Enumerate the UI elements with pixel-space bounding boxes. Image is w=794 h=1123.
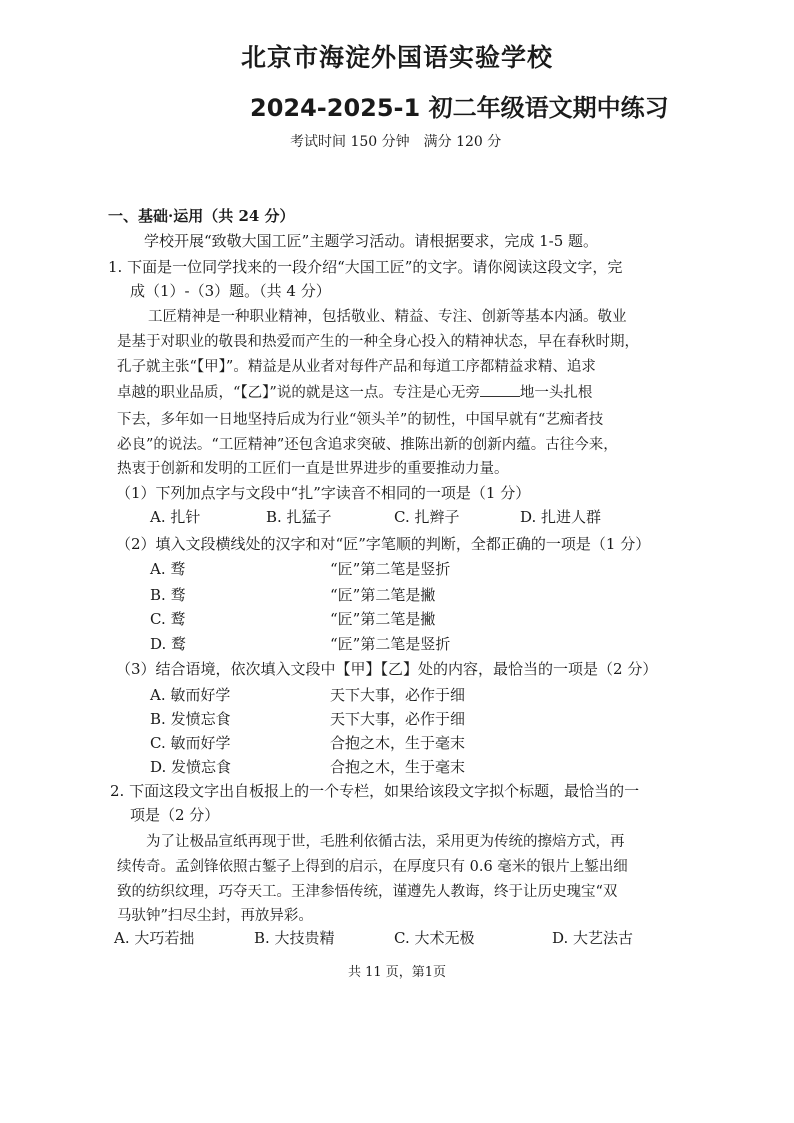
q2-option-a: A. 大巧若拙 (114, 929, 195, 947)
q1-passage-line: 孔子就主张“【甲】”。精益是从业者对每件产品和每道工序都精益求精、追求 (117, 359, 596, 375)
q1-sub2-option-c-judge: “匠”第二笔是撇 (330, 610, 436, 628)
q2-passage-line: 致的纺织纹理，巧夺天工。王津参悟传统，谨遵先人教诲，终于让历史瑰宝“双 (117, 884, 618, 900)
option-jia: 发愤忘食 (171, 758, 232, 776)
q1-sub3-option-a-yi: 天下大事，必作于细 (330, 686, 466, 704)
q1-passage-line (117, 381, 592, 402)
q1-sub3-option-d (150, 756, 231, 777)
exam-title: 2024-2025-1 初二年级语文期中练习 (250, 94, 669, 122)
option-letter: D. (150, 758, 167, 776)
q2-option-b: B. 大技贵精 (254, 929, 335, 947)
q1-passage-line: 热衷于创新和发明的工匠们一直是世界进步的重要推动力量。 (117, 461, 509, 477)
q2-stem-line1: 2. 下面这段文字出自板报上的一个专栏，如果给该段文字拟个标题，最恰当的一 (110, 782, 640, 800)
option-letter: A. (150, 560, 166, 578)
q1-sub1-option-b: B. 扎猛子 (266, 508, 332, 526)
q1-sub3-stem: （3）结合语境，依次填入文段中【甲】【乙】处的内容，最恰当的一项是（2 分） (116, 660, 658, 678)
q2-option-d: D. 大艺法古 (552, 929, 634, 947)
option-char: 鹜 (171, 635, 187, 653)
q1-sub3-option-c-yi: 合抱之木，生于毫末 (330, 734, 466, 752)
option-char: 骛 (170, 560, 186, 578)
exam-info: 考试时间 150 分钟 满分 120 分 (290, 134, 502, 150)
option-letter: C. (150, 610, 166, 628)
q1-stem-line1: 1. 下面是一位同学找来的一段介绍“大国工匠”的文字。请你阅读这段文字，完 (108, 258, 623, 276)
q1-sub3-option-b (150, 708, 231, 729)
fill-blank (480, 382, 520, 397)
q1-sub2-option-a-judge: “匠”第二笔是竖折 (330, 560, 451, 578)
q1-passage-line: 必良”的说法。“工匠精神”还包含追求突破、推陈出新的创新内蕴。古往今来， (117, 437, 618, 453)
q1-stem-line2: 成（1）-（3）题。（共 4 分） (130, 282, 331, 300)
q1-passage-line: 工匠精神是一种职业精神，包括敬业、精益、专注、创新等基本内涵。敬业 (148, 309, 627, 325)
q1-sub3-option-c (150, 732, 231, 753)
q1-sub1-option-c: C. 扎辫子 (394, 508, 460, 526)
q2-passage-line: 续传奇。孟剑锋依照古錾子上得到的启示，在厚度只有 0.6 毫米的银片上錾出细 (117, 859, 628, 875)
q1-sub3-option-a (150, 684, 230, 705)
q1-passage-line: 下去，多年如一日地坚持后成为行业“领头羊”的韧性，中国早就有“艺痴者技 (117, 412, 604, 428)
school-title: 北京市海淀外国语实验学校 (240, 43, 553, 72)
option-jia: 敏而好学 (170, 734, 231, 752)
q1-sub1-option-a: A. 扎针 (150, 508, 201, 526)
q2-passage-line: 马驮钟”扫尽尘封，再放异彩。 (117, 908, 313, 924)
q1-sub2-option-d-judge: “匠”第二笔是竖折 (330, 635, 451, 653)
q1-sub2-option-c (150, 608, 186, 629)
q1-sub1-stem: （1）下列加点字与文段中“扎”字读音不相同的一项是（1 分） (116, 484, 531, 502)
q1-sub3-option-d-yi: 合抱之木，生于毫末 (330, 758, 466, 776)
q1-sub2-option-b (150, 584, 186, 605)
q2-stem-line2: 项是（2 分） (130, 806, 220, 824)
q2-option-c: C. 大术无极 (394, 929, 475, 947)
option-jia: 发愤忘食 (170, 710, 231, 728)
q1-passage-text: 卓越的职业品质，“【乙】”说的就是这一点。专注是心无旁 (117, 385, 480, 401)
option-letter: C. (150, 734, 166, 752)
option-jia: 敏而好学 (170, 686, 231, 704)
q1-sub1-option-d: D. 扎进人群 (520, 508, 602, 526)
option-letter: A. (150, 686, 166, 704)
option-letter: B. (150, 586, 166, 604)
q1-sub2-option-d (150, 633, 186, 654)
q1-sub2-stem: （2）填入文段横线处的汉字和对“匠”字笔顺的判断，全都正确的一项是（1 分） (116, 535, 651, 553)
q1-sub2-option-b-judge: “匠”第二笔是撇 (330, 586, 436, 604)
q2-passage-line: 为了让极品宣纸再现于世，毛胜利依循古法，采用更为传统的擦焙方式，再 (146, 834, 625, 850)
option-letter: B. (150, 710, 166, 728)
section-intro: 学校开展“致敬大国工匠”主题学习活动。请根据要求，完成 1-5 题。 (144, 232, 599, 250)
option-char: 骛 (170, 586, 186, 604)
q1-passage-text: 地一头扎根 (519, 385, 593, 401)
page-footer: 共 11 页，第1页 (347, 965, 447, 980)
q1-passage-line: 是基于对职业的敬畏和热爱而产生的一种全身心投入的精神状态，早在春秋时期， (117, 334, 639, 350)
option-char: 鹜 (170, 610, 186, 628)
option-letter: D. (150, 635, 167, 653)
q1-sub3-option-b-yi: 天下大事，必作于细 (330, 710, 466, 728)
section-title: 一、基础·运用（共 24 分） (108, 207, 295, 225)
q1-sub2-option-a (150, 558, 185, 579)
